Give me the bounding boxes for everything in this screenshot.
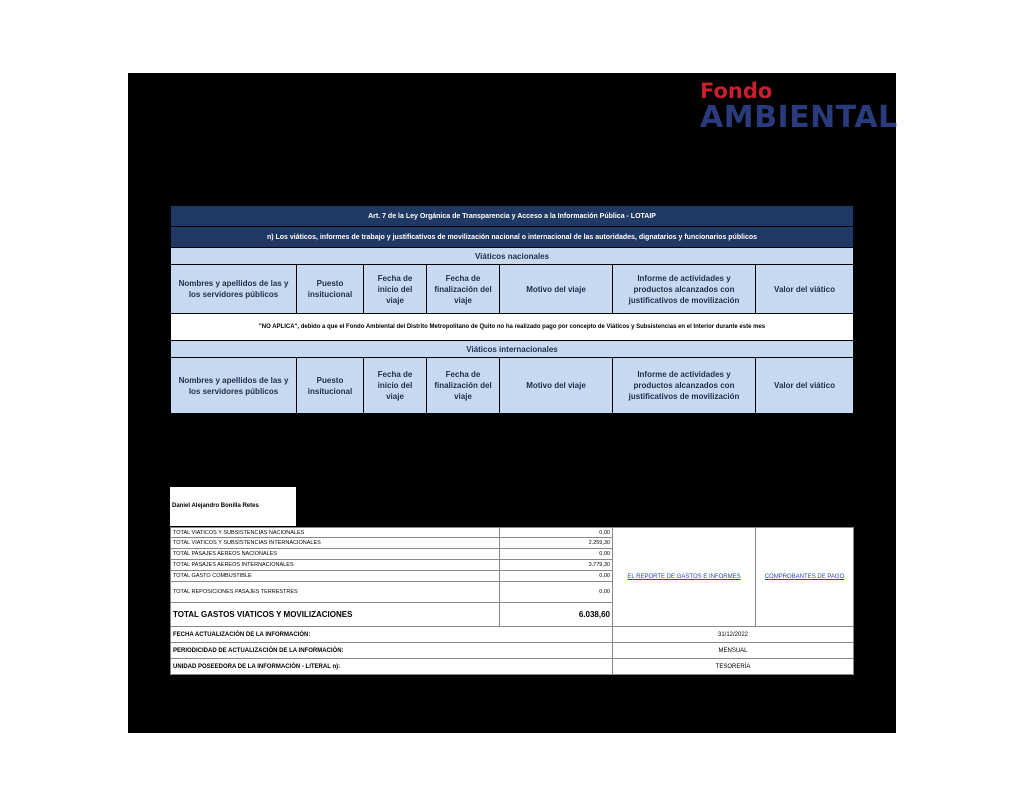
no-aplica-note: "NO APLICA", debido a que el Fondo Ambiental del Distrito Metropolitano de Quito no ha realizado pago por concepto de Viáticos y Subsistencias en el Interior durante este mes xyxy=(171,314,854,341)
total-value: 0,00 xyxy=(500,549,613,560)
col-header-fecha-inicio: Fecha de inicio del viaje xyxy=(364,265,427,314)
total-value: 0,00 xyxy=(500,571,613,582)
table-title: Art. 7 de la Ley Orgánica de Transparencia y Acceso a la Información Pública - LOTAIP xyxy=(171,206,854,227)
footer-label-fecha: FECHA ACTUALIZACIÓN DE LA INFORMACIÓN: xyxy=(171,627,613,643)
total-label: TOTAL PASAJES AEREOS INTERNACIONALES xyxy=(171,560,500,571)
col-header-informe: Informe de actividades y productos alcanzados con justificativos de movilización xyxy=(613,358,756,414)
total-value: 3.779,30 xyxy=(500,560,613,571)
col-header-puesto: Puesto insitucional xyxy=(297,358,364,414)
table-subtitle: n) Los viáticos, informes de trabajo y justificativos de movilización nacional o internacional de las autoridades, dignatarios y funcionarios públicos xyxy=(171,227,854,248)
expense-report-link[interactable]: EL REPORTE DE GASTOS E INFORMES xyxy=(613,528,756,627)
total-value: 0,00 xyxy=(500,528,613,538)
col-header-fecha-fin: Fecha de finalización del viaje xyxy=(427,358,500,414)
footer-label-periodicidad: PERIODICIDAD DE ACTUALIZACIÓN DE LA INFORMACIÓN: xyxy=(171,643,613,659)
col-header-valor: Valor del viático xyxy=(756,265,854,314)
footer-value-periodicidad: MENSUAL xyxy=(613,643,854,659)
international-section-title: Viáticos internacionales xyxy=(171,341,854,358)
col-header-motivo: Motivo del viaje xyxy=(500,265,613,314)
logo-line-2: AMBIENTAL xyxy=(700,100,898,135)
grand-total-label: TOTAL GASTOS VIATICOS Y MOVILIZACIONES xyxy=(171,603,500,627)
col-header-informe: Informe de actividades y productos alcanzados con justificativos de movilización xyxy=(613,265,756,314)
person-name-box xyxy=(170,487,296,526)
col-header-fecha-inicio: Fecha de inicio del viaje xyxy=(364,358,427,414)
col-header-motivo: Motivo del viaje xyxy=(500,358,613,414)
footer-value-unidad: TESORERÍA xyxy=(613,659,854,675)
col-header-nombres: Nombres y apellidos de las y los servidores públicos xyxy=(171,265,297,314)
col-header-puesto: Puesto insitucional xyxy=(297,265,364,314)
total-label: TOTAL PASAJES AEREOS NACIONALES xyxy=(171,549,500,560)
total-label: TOTAL GASTO COMBUSTIBLE xyxy=(171,571,500,582)
viaticos-table xyxy=(170,205,854,414)
col-header-nombres: Nombres y apellidos de las y los servidores públicos xyxy=(171,358,297,414)
person-name: Daniel Alejandro Bonilla Retes xyxy=(172,503,259,509)
footer-value-fecha: 31/12/2022 xyxy=(613,627,854,643)
grand-total-value: 6.038,60 xyxy=(500,603,613,627)
total-value: 2.259,30 xyxy=(500,538,613,549)
totals-table xyxy=(170,527,854,675)
col-header-valor: Valor del viático xyxy=(756,358,854,414)
col-header-fecha-fin: Fecha de finalización del viaje xyxy=(427,265,500,314)
total-label: TOTAL VIATICOS Y SUBSISTENCIAS INTERNACIONALES xyxy=(171,538,500,549)
payment-receipts-link[interactable]: COMPROBANTES DE PAGO xyxy=(756,528,854,627)
national-section-title: Viáticos nacionales xyxy=(171,248,854,265)
total-value: 0,00 xyxy=(500,582,613,603)
total-label: TOTAL REPOSICIONES PASAJES TERRESTRES xyxy=(171,582,500,603)
fondo-ambiental-logo xyxy=(700,79,898,136)
footer-label-unidad: UNIDAD POSEEDORA DE LA INFORMACIÓN - LITERAL n): xyxy=(171,659,613,675)
logo-line-1: Fondo xyxy=(700,79,773,103)
total-label: TOTAL VIATICOS Y SUBSISTENCIAS NACIONALES xyxy=(171,528,500,538)
